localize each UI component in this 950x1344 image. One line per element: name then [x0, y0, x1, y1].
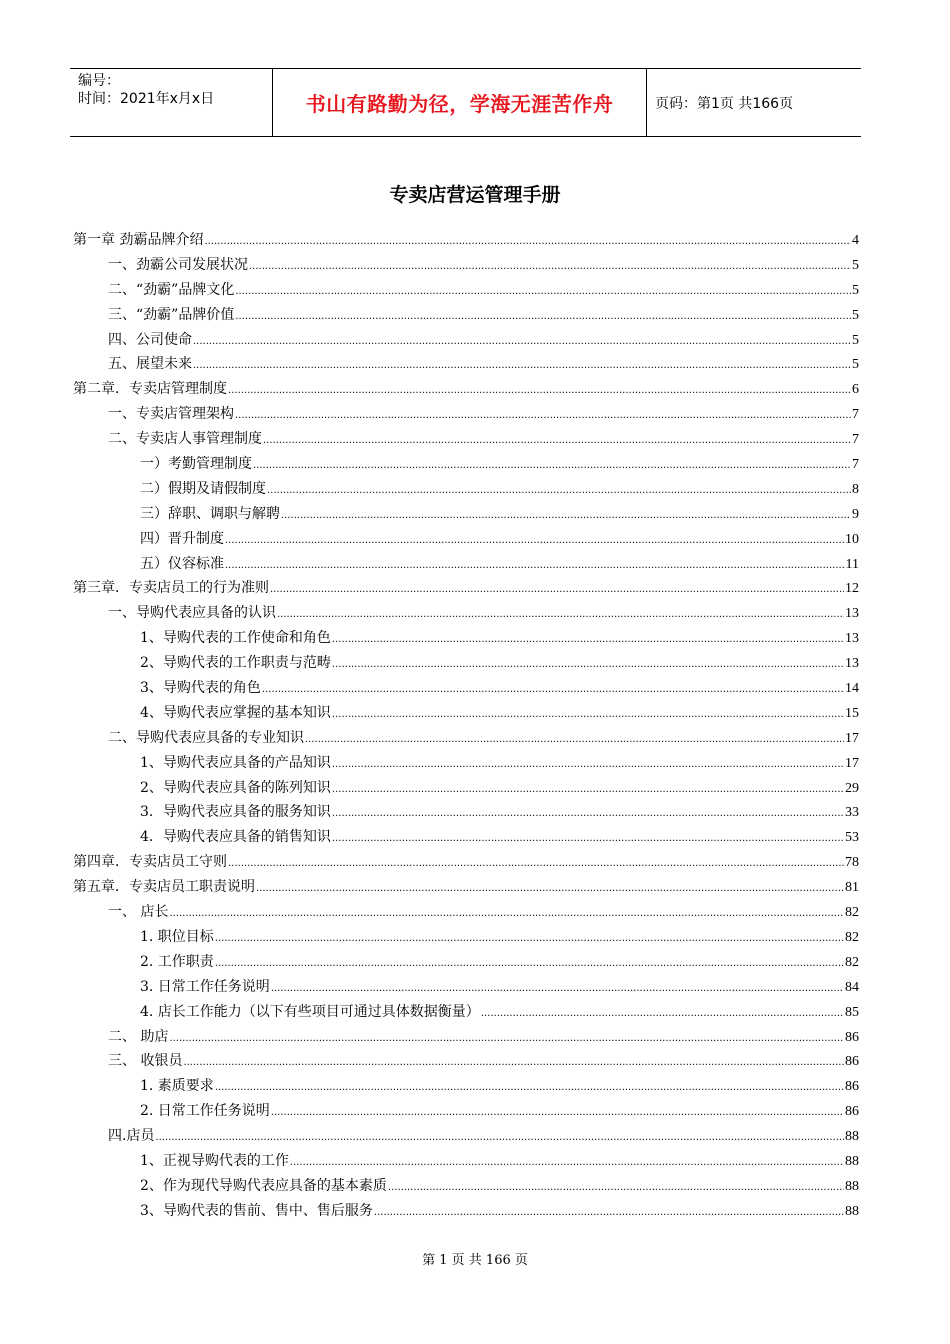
toc-leader-dots [332, 829, 844, 845]
toc-leader-dots [388, 1178, 844, 1194]
document-title: 专卖店营运管理手册 [389, 184, 561, 206]
toc-entry[interactable] [73, 304, 859, 329]
toc-entry[interactable] [73, 777, 859, 802]
toc-entry-label: 第五章．专卖店员工职责说明 [73, 879, 255, 896]
toc-leader-dots [271, 979, 844, 995]
toc-leader-dots [290, 1153, 844, 1169]
toc-entry-label: 四、公司使命 [108, 331, 192, 348]
header-motto-cell [272, 69, 647, 136]
toc-entry-label: 2、导购代表应具备的陈列知识 [140, 779, 331, 796]
toc-leader-dots [228, 381, 851, 397]
toc-entry-page-number: 29 [845, 780, 859, 796]
toc-entry[interactable] [73, 428, 859, 453]
toc-leader-dots [169, 1029, 844, 1045]
toc-leader-dots [267, 481, 851, 497]
toc-entry-page-number: 13 [845, 631, 859, 647]
toc-entry-label: 2. 日常工作任务说明 [140, 1103, 270, 1120]
page-footer: 第 1 页 共 166 页 [422, 1253, 528, 1268]
toc-entry-label: 二、“劲霸”品牌文化 [108, 281, 235, 298]
toc-leader-dots [374, 1203, 844, 1219]
toc-entry-label: 4、导购代表应掌握的基本知识 [140, 704, 331, 721]
toc-entry[interactable] [73, 279, 859, 304]
toc-entry-page-number: 82 [845, 954, 859, 970]
toc-entry-page-number: 88 [845, 1203, 859, 1219]
toc-entry-label: 2、作为现代导购代表应具备的基本素质 [140, 1177, 387, 1194]
toc-leader-dots [270, 580, 844, 596]
toc-leader-dots [332, 705, 844, 721]
toc-leader-dots [193, 356, 851, 372]
toc-entry[interactable] [73, 329, 859, 354]
toc-entry-page-number: 13 [845, 656, 859, 672]
toc-entry-label: 五、展望未来 [108, 356, 192, 373]
toc-entry-page-number: 7 [852, 407, 859, 423]
toc-entry-page-number: 4 [852, 233, 859, 248]
toc-leader-dots [235, 282, 851, 298]
toc-entry-label: 五）仪容标准 [140, 555, 224, 572]
toc-entry[interactable] [73, 976, 859, 1001]
toc-leader-dots [204, 232, 851, 248]
toc-entry[interactable] [73, 1001, 859, 1026]
toc-entry-label: 4．导购代表应具备的销售知识 [140, 829, 331, 846]
toc-entry-page-number: 8 [852, 481, 859, 497]
toc-entry-page-number: 7 [852, 432, 859, 448]
toc-entry[interactable] [73, 453, 859, 478]
toc-entry[interactable] [73, 1125, 859, 1150]
toc-entry-page-number: 5 [852, 257, 859, 273]
toc-entry[interactable] [73, 801, 859, 826]
toc-entry-label: 4. 店长工作能力（以下有些项目可通过具体数据衡量） [140, 1003, 480, 1020]
toc-entry[interactable] [73, 1075, 859, 1100]
toc-entry-page-number: 82 [845, 905, 859, 921]
toc-entry-label: 第一章 劲霸品牌介绍 [73, 232, 204, 248]
toc-entry[interactable] [73, 553, 859, 578]
toc-entry-label: 1、导购代表应具备的产品知识 [140, 754, 331, 771]
toc-entry-page-number: 15 [845, 705, 859, 721]
header-motto: 书山有路勤为径，学海无涯苦作舟 [305, 92, 614, 116]
toc-entry-label: 三）辞职、调职与解聘 [140, 505, 280, 522]
header-meta [70, 69, 272, 136]
toc-entry[interactable] [73, 652, 859, 677]
toc-entry-label: 一）考勤管理制度 [140, 456, 252, 473]
toc-entry-label: 2. 工作职责 [140, 953, 214, 970]
toc-leader-dots [305, 730, 844, 746]
toc-entry[interactable] [73, 1050, 859, 1075]
toc-leader-dots [481, 1004, 844, 1020]
toc-entry-page-number: 86 [845, 1079, 859, 1095]
toc-entry-page-number: 5 [852, 307, 859, 323]
toc-leader-dots [262, 680, 844, 696]
toc-leader-dots [277, 605, 844, 621]
toc-leader-dots [228, 854, 844, 870]
toc-entry[interactable] [73, 1175, 859, 1200]
document-time-label: 时间：2021年x月x日 [78, 91, 215, 107]
toc-entry[interactable] [73, 727, 859, 752]
toc-entry[interactable] [73, 577, 859, 602]
toc-entry-label: 三、 收银员 [108, 1053, 183, 1070]
toc-entry-label: 1、正视导购代表的工作 [140, 1152, 289, 1169]
toc-entry-label: 一、导购代表应具备的认识 [108, 605, 276, 622]
toc-entry[interactable] [73, 1150, 859, 1175]
toc-entry-page-number: 86 [845, 1054, 859, 1070]
document-code-label: 编号： [78, 73, 120, 89]
toc-leader-dots [332, 804, 844, 820]
toc-entry-page-number: 78 [845, 855, 859, 871]
toc-leader-dots [332, 755, 844, 771]
toc-entry-label: 1. 职位目标 [140, 928, 214, 945]
toc-leader-dots [155, 1128, 844, 1144]
toc-entry-label: 二、专卖店人事管理制度 [108, 431, 262, 448]
toc-entry[interactable] [73, 1200, 859, 1225]
toc-entry-page-number: 88 [845, 1178, 859, 1194]
toc-entry[interactable] [73, 503, 859, 528]
toc-entry[interactable] [73, 851, 859, 876]
toc-entry-label: 1. 素质要求 [140, 1078, 214, 1095]
toc-entry-page-number: 88 [845, 1153, 859, 1169]
toc-entry-label: 第四章．专卖店员工守则 [73, 854, 227, 871]
toc-leader-dots [169, 904, 844, 920]
header-page-info: 页码：第1页 共166页 [655, 95, 794, 112]
toc-entry[interactable] [73, 254, 859, 279]
toc-entry[interactable] [73, 876, 859, 901]
toc-entry[interactable] [73, 826, 859, 851]
page-header [70, 68, 861, 137]
toc-entry-page-number: 85 [845, 1004, 859, 1020]
toc-leader-dots [332, 780, 844, 796]
toc-entry-label: 3、导购代表的售前、售中、售后服务 [140, 1202, 373, 1219]
toc-entry-label: 四.店员 [108, 1128, 155, 1145]
toc-entry[interactable] [73, 1100, 859, 1125]
toc-entry-page-number: 88 [845, 1129, 859, 1145]
toc-entry[interactable] [73, 528, 859, 553]
toc-leader-dots [225, 531, 844, 547]
toc-entry-page-number: 5 [852, 332, 859, 348]
toc-leader-dots [271, 1103, 844, 1119]
toc-entry-page-number: 81 [845, 880, 859, 896]
toc-entry[interactable] [73, 403, 859, 428]
toc-entry-label: 第三章．专卖店员工的行为准则 [73, 580, 269, 597]
toc-entry[interactable] [73, 627, 859, 652]
toc-entry-label: 3、导购代表的角色 [140, 680, 261, 697]
toc-entry-label: 一、 店长 [108, 904, 169, 921]
toc-leader-dots [332, 630, 844, 646]
toc-entry-label: 第二章．专卖店管理制度 [73, 381, 227, 398]
toc-leader-dots [215, 929, 844, 945]
toc-entry-label: 三、“劲霸”品牌价值 [108, 306, 235, 323]
toc-leader-dots [332, 655, 844, 671]
toc-entry-label: 2、导购代表的工作职责与范畴 [140, 655, 331, 672]
toc-entry-page-number: 33 [845, 805, 859, 821]
toc-entry-page-number: 6 [852, 382, 859, 398]
toc-entry-label: 1、导购代表的工作使命和角色 [140, 630, 331, 647]
toc-entry-page-number: 17 [845, 755, 859, 771]
toc-entry-label: 二、导购代表应具备的专业知识 [108, 729, 304, 746]
toc-entry-page-number: 5 [852, 282, 859, 298]
toc-entry-label: 一、专卖店管理架构 [108, 406, 234, 423]
toc-entry-page-number: 13 [845, 606, 859, 622]
toc-leader-dots [193, 332, 851, 348]
toc-entry[interactable] [73, 901, 859, 926]
toc-leader-dots [215, 954, 844, 970]
toc-leader-dots [225, 556, 845, 572]
toc-leader-dots [256, 879, 844, 895]
toc-entry-label: 二）假期及请假制度 [140, 480, 266, 497]
toc-entry-page-number: 11 [845, 556, 859, 572]
toc-entry[interactable] [73, 752, 859, 777]
toc-entry-page-number: 12 [845, 581, 859, 597]
toc-entry[interactable] [73, 229, 859, 254]
toc-leader-dots [183, 1053, 844, 1069]
toc-leader-dots [263, 431, 851, 447]
toc-leader-dots [253, 456, 851, 472]
header-page-info-cell [647, 69, 861, 136]
toc-leader-dots [235, 406, 851, 422]
toc-leader-dots [249, 257, 851, 273]
toc-entry-label: 一、劲霸公司发展状况 [108, 256, 248, 273]
toc-entry-page-number: 14 [845, 681, 859, 697]
toc-entry-page-number: 86 [845, 1029, 859, 1045]
table-of-contents [73, 229, 859, 1225]
toc-entry[interactable] [73, 926, 859, 951]
toc-entry-page-number: 53 [845, 830, 859, 846]
toc-entry-page-number: 9 [852, 506, 859, 522]
toc-leader-dots [281, 506, 851, 522]
toc-entry-label: 二、 助店 [108, 1028, 169, 1045]
toc-entry-page-number: 82 [845, 929, 859, 945]
toc-entry-label: 3．导购代表应具备的服务知识 [140, 804, 331, 821]
toc-entry-page-number: 10 [845, 531, 859, 547]
toc-entry-page-number: 5 [852, 357, 859, 373]
toc-entry-page-number: 17 [845, 730, 859, 746]
toc-entry[interactable] [73, 702, 859, 727]
toc-leader-dots [235, 307, 851, 323]
toc-entry[interactable] [73, 602, 859, 627]
toc-entry[interactable] [73, 951, 859, 976]
toc-entry-label: 四）晋升制度 [140, 530, 224, 547]
toc-entry[interactable] [73, 378, 859, 403]
toc-entry[interactable] [73, 353, 859, 378]
toc-entry-label: 3. 日常工作任务说明 [140, 978, 270, 995]
toc-entry-page-number: 84 [845, 979, 859, 995]
toc-entry[interactable] [73, 677, 859, 702]
toc-entry-page-number: 7 [852, 457, 859, 473]
toc-entry-page-number: 86 [845, 1104, 859, 1120]
toc-leader-dots [215, 1078, 844, 1094]
toc-entry[interactable] [73, 1026, 859, 1051]
toc-entry[interactable] [73, 478, 859, 503]
